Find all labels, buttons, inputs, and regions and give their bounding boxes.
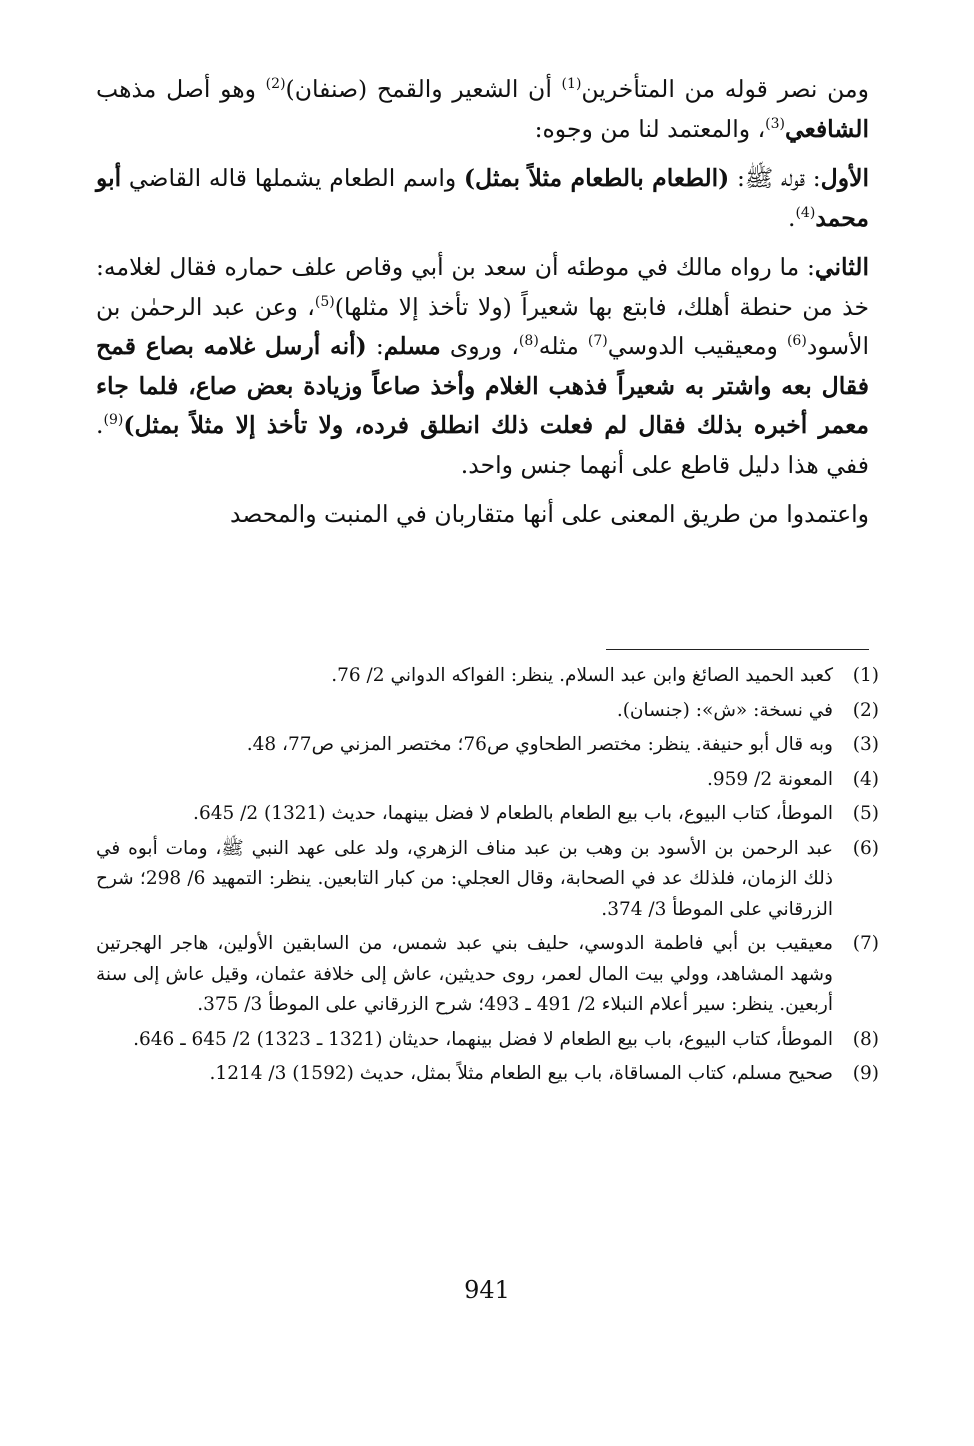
text-span: : (366, 332, 384, 360)
section-lead: الأول (820, 164, 869, 192)
paragraph-second-argument (96, 248, 869, 485)
text-span: . ففي هذا دليل قاطع على أنهما جنس واحد. (96, 411, 869, 479)
bold-name: الشافعي (785, 114, 869, 143)
main-text (96, 70, 869, 535)
text-span: وهو أصل مذهب (96, 75, 266, 103)
text-span: مثله (538, 332, 588, 360)
hadith-quote: (أنه أرسل غلامه بصاع قمح فقال بعه واشتر به شعيراً فذهب الغلام وأخذ صاعاً وزيادة بعض صاع، فلما جاء معمر أخبره بذلك فقال لم فعلت ذلك انطلق فرده، ولا تأخذ إلا مثلاً بمثل) (96, 332, 869, 439)
footnote-text: معيقيب بن أبي فاطمة الدوسي، حليف بني عبد شمس، من السابقين الأولين، هاجر الهجرتين وشهد المشاهد، وولي بيت المال لعمر، روى حديثين، عاش إلى خلافة عثمان، وقيل عاش إلى سنة أربعين. ينظر: سير أعلام النبلاء 2/ 491 ـ 493؛ شرح الزرقاني على الموطأ 3/ 375. (96, 933, 833, 1015)
footnote-ref[interactable]: (1) (561, 76, 582, 92)
footnote-item (96, 661, 879, 692)
footnote-item (96, 696, 879, 727)
footnote-ref[interactable]: (3) (765, 115, 786, 132)
footnote-ref[interactable]: (6) (786, 333, 807, 349)
text-span: واسم الطعام يشملها قاله القاضي (121, 164, 464, 192)
footnote-number: (8) (852, 1028, 879, 1050)
section-lead: الثاني (814, 253, 869, 281)
paragraph-meaning: واعتمدوا من طريق المعنى على أنها متقاربان في المنبت والمحصد (230, 500, 869, 528)
text-span: ، والمعتمد لنا من وجوه: (534, 114, 766, 143)
text-span: ومن نصر قوله من المتأخرين (581, 75, 869, 103)
footnote-number: (2) (852, 699, 879, 721)
footnote-text: المعونة 2/ 959. (706, 768, 833, 790)
footnote-text: وبه قال أبو حنيفة. ينظر: مختصر الطحاوي ص76؛ مختصر المزني ص77، 48. (246, 734, 833, 755)
footnote-item (96, 1025, 879, 1056)
footnote-number: (6) (852, 837, 879, 859)
text-span: . (787, 203, 796, 232)
footnote-number: (9) (852, 1063, 879, 1084)
footnote-item (96, 929, 879, 1021)
footnote-ref[interactable]: (5) (314, 293, 335, 310)
paragraph-intro (96, 70, 869, 149)
footnote-number: (5) (852, 803, 879, 824)
page-number: 941 (464, 1276, 510, 1304)
footnote-ref[interactable]: (8) (518, 333, 539, 349)
footnote-item (96, 799, 879, 830)
footnote-number: (4) (852, 768, 879, 790)
footnote-text: الموطأ، كتاب البيوع، باب بيع الطعام لا فضل بينهما، حديثان (1321 ـ 1323) 2/ 645 ـ 646. (133, 1028, 833, 1050)
footnote-text: كعبد الحميد الصائغ وابن عبد السلام. ينظر: الفواكه الدواني 2/ 76. (331, 665, 833, 686)
footnote-text: في نسخة: «ش»: (جنسان). (616, 699, 833, 721)
text-span: أن الشعير والقمح (صنفان) (285, 75, 562, 103)
footnote-divider (606, 649, 869, 650)
footnote-ref[interactable]: (9) (103, 412, 124, 428)
paragraph-first-argument (96, 159, 869, 238)
footnote-number: (1) (852, 665, 879, 686)
footnote-item (96, 765, 879, 796)
footnote-item (96, 730, 879, 761)
footnote-item (96, 834, 879, 926)
footnote-ref[interactable]: (4) (795, 204, 816, 221)
footnote-ref[interactable]: (7) (587, 333, 608, 349)
text-span: : قوله ﷺ: (729, 164, 821, 192)
footnotes-section (96, 661, 879, 1094)
footnote-number: (3) (852, 734, 879, 755)
footnote-text: عبد الرحمن بن الأسود بن وهب بن عبد مناف الزهري، ولد على عهد النبي ﷺ، ومات أبوه في ذلك الزمان، فلذلك عد في الصحابة، وقال العجلي: من كبار التابعين. ينظر: التمهيد 6/ 298؛ شرح الزرقاني على الموطأ 3/ 374. (96, 837, 833, 920)
text-span: : ما رواه مالك في موطئه أن سعد بن أبي وقاص علف حماره فقال لغلامه: خذ من حنطة أهلك، فابتع بها شعيراً (ولا تأخذ إلا مثلها) (96, 253, 869, 321)
text-span: ، وعن عبد الرحمٰن بن الأسود (96, 292, 870, 360)
hadith-quote: (الطعام بالطعام مثلاً بمثل) (463, 164, 730, 192)
bold-name: مسلم (383, 332, 441, 360)
text-span: ، وروى (440, 332, 519, 360)
text-span: ومعيقيب الدوسي (607, 332, 787, 360)
footnote-number: (7) (852, 933, 879, 954)
footnote-text: الموطأ، كتاب البيوع، باب بيع الطعام بالطعام لا فضل بينهما، حديث (1321) 2/ 645. (193, 803, 833, 824)
bold-name: أبو محمد (96, 164, 869, 232)
footnote-ref[interactable]: (2) (265, 76, 286, 92)
footnote-text: صحيح مسلم، كتاب المساقاة، باب بيع الطعام مثلاً بمثل، حديث (1592) 3/ 1214. (209, 1063, 833, 1084)
footnote-item (96, 1059, 879, 1090)
